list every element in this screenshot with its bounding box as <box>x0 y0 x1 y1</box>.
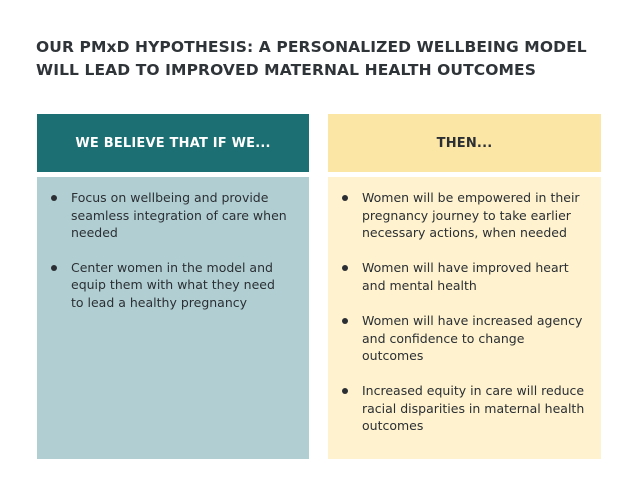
bullet-icon <box>342 318 348 324</box>
list-item-text: Women will be empowered in their pregnancy journey to take earlier necessary actions, when needed <box>362 190 580 241</box>
list-item-text: Women will have improved heart and mental health <box>362 260 569 293</box>
list-item-text: Center women in the model and equip them with what they need to lead a healthy pregnancy <box>71 259 275 310</box>
bullet-icon <box>342 195 348 201</box>
list-item <box>342 382 587 435</box>
list-item <box>51 259 291 312</box>
list-item-text: Women will have increased agency and confidence to change outcomes <box>362 312 583 364</box>
list-item-text: Focus on wellbeing and provide seamless integration of care when needed <box>71 190 287 241</box>
title-line-2: WILL LEAD TO IMPROVED MATERNAL HEALTH OUTCOMES <box>36 61 537 79</box>
right-column-header: THEN... <box>328 114 601 172</box>
left-column-body <box>37 177 309 459</box>
bullet-icon <box>51 265 57 271</box>
bullet-icon <box>51 195 57 201</box>
list-item-text: Increased equity in care will reduce racial disparities in maternal health outcomes <box>362 383 585 434</box>
right-bullet-list <box>342 189 587 435</box>
left-bullet-list <box>51 189 291 312</box>
title-line-1: OUR PMxD HYPOTHESIS: A PERSONALIZED WELLBEING MODEL <box>36 38 587 56</box>
list-item <box>342 189 587 242</box>
left-column-header: WE BELIEVE THAT IF WE... <box>37 114 309 172</box>
list-item <box>51 189 291 242</box>
bullet-icon <box>342 388 348 394</box>
right-column-body <box>328 177 601 459</box>
list-item <box>342 259 587 294</box>
page-title <box>36 36 606 82</box>
bullet-icon <box>342 265 348 271</box>
list-item <box>342 312 587 365</box>
